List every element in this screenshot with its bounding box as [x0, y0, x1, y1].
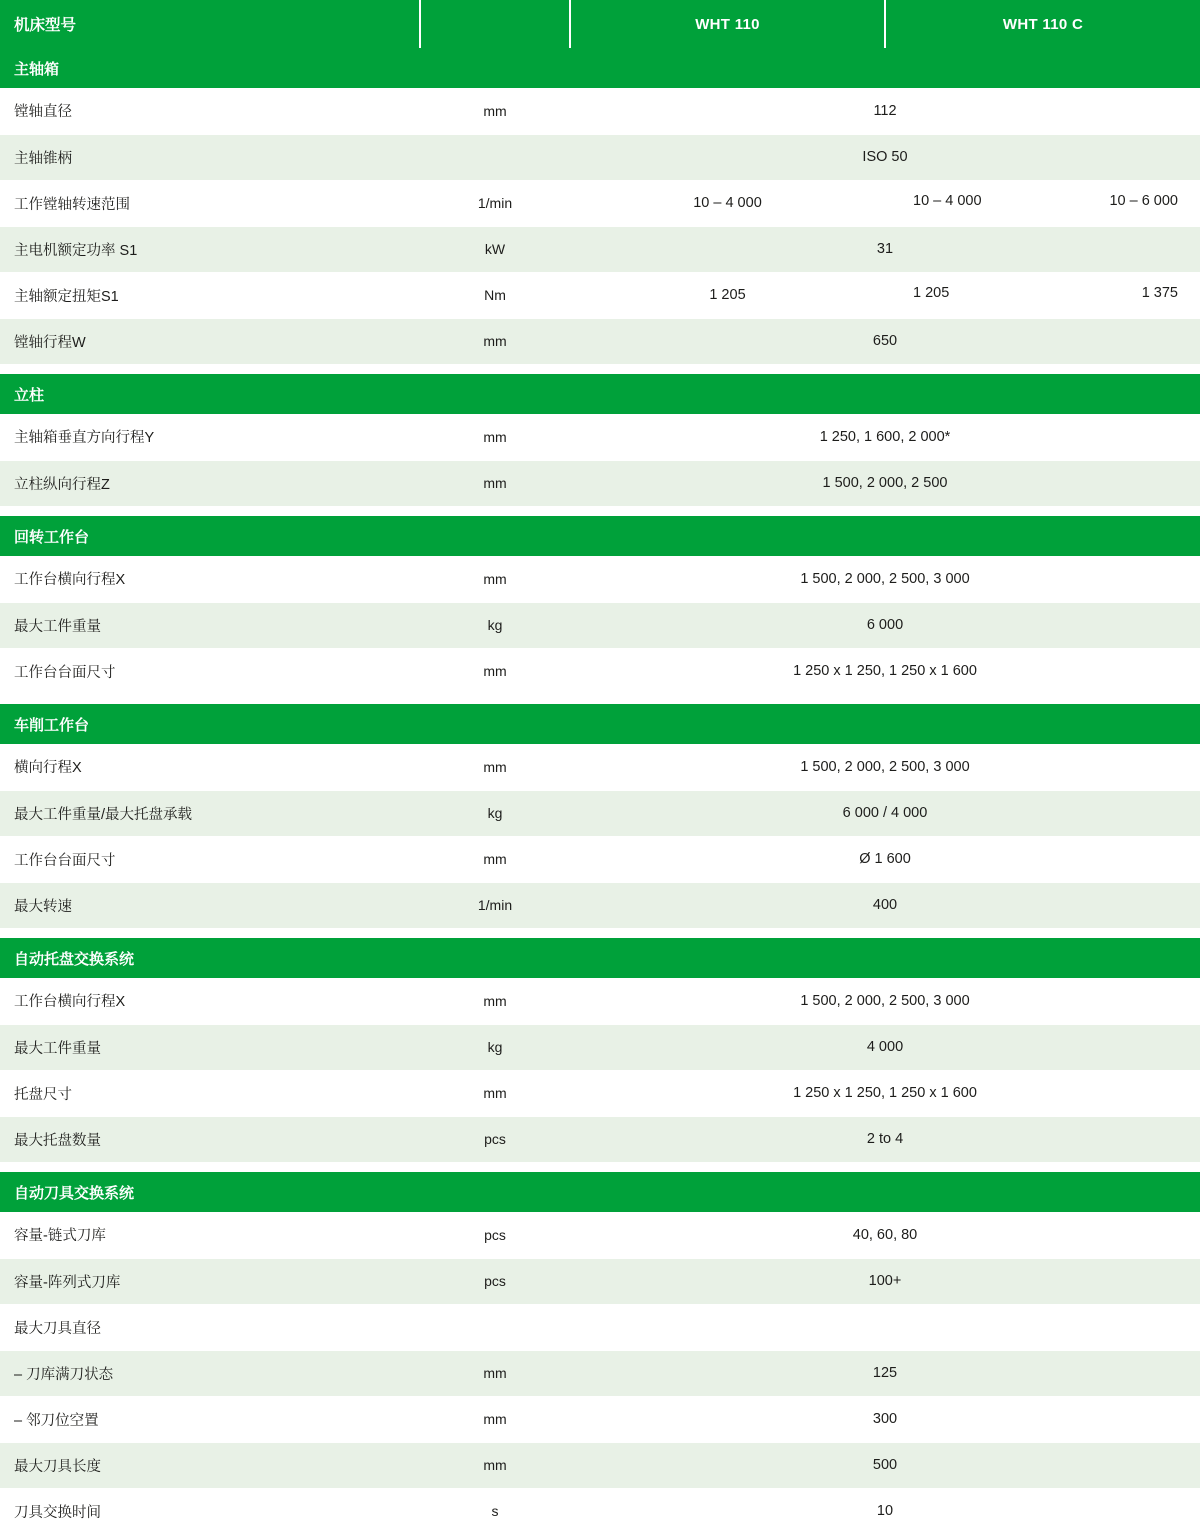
- table-row: [0, 1070, 1200, 1116]
- row-label: 立柱纵向行程Z: [0, 460, 420, 506]
- row-label: 容量-链式刀库: [0, 1212, 420, 1258]
- row-value-merged: 1 500, 2 000, 2 500, 3 000: [570, 556, 1200, 602]
- row-label: 工作台横向行程X: [0, 978, 420, 1024]
- row-value-model-2: [885, 272, 1200, 318]
- header-model-2: WHT 110 C: [885, 0, 1200, 48]
- row-value-merged: 1 250, 1 600, 2 000*: [570, 414, 1200, 460]
- row-unit: kg: [420, 602, 570, 648]
- table-row: [0, 180, 1200, 226]
- row-value-merged: 1 500, 2 000, 2 500, 3 000: [570, 744, 1200, 790]
- header-model-1: WHT 110: [570, 0, 885, 48]
- section-header-row: [0, 1172, 1200, 1212]
- row-label: 最大工件重量: [0, 1024, 420, 1070]
- row-unit: [420, 134, 570, 180]
- row-label: 容量-阵列式刀库: [0, 1258, 420, 1304]
- row-unit: mm: [420, 460, 570, 506]
- section-spacer: [0, 506, 1200, 516]
- row-unit: mm: [420, 648, 570, 694]
- row-label: 最大工件重量: [0, 602, 420, 648]
- row-unit: pcs: [420, 1258, 570, 1304]
- header-label-cell: 机床型号: [0, 0, 420, 48]
- table-row: [0, 272, 1200, 318]
- table-row: [0, 1396, 1200, 1442]
- row-label: 工作台横向行程X: [0, 556, 420, 602]
- row-value-merged: 4 000: [570, 1024, 1200, 1070]
- table-row: [0, 744, 1200, 790]
- table-row: [0, 1116, 1200, 1162]
- table-row: [0, 836, 1200, 882]
- row-label: 主电机额定功率 S1: [0, 226, 420, 272]
- row-label: – 刀库满刀状态: [0, 1350, 420, 1396]
- section-title: 主轴箱: [0, 48, 1200, 88]
- table-row: [0, 88, 1200, 134]
- row-unit: mm: [420, 1396, 570, 1442]
- table-row: [0, 648, 1200, 694]
- row-label: 最大工件重量/最大托盘承载: [0, 790, 420, 836]
- section-title: 立柱: [0, 374, 1200, 414]
- section-header-row: [0, 938, 1200, 978]
- row-label: 主轴额定扭矩S1: [0, 272, 420, 318]
- row-label: 镗轴直径: [0, 88, 420, 134]
- row-value-model-1: 1 205: [570, 272, 885, 318]
- row-value-merged: 300: [570, 1396, 1200, 1442]
- spacer-cell: [0, 694, 1200, 704]
- row-unit: kW: [420, 226, 570, 272]
- table-row: [0, 1024, 1200, 1070]
- row-label: 最大刀具直径: [0, 1304, 420, 1350]
- row-value-model-2b: 1 375: [1141, 285, 1178, 301]
- table-row: [0, 602, 1200, 648]
- table-row: [0, 414, 1200, 460]
- row-unit: kg: [420, 790, 570, 836]
- row-value-merged: 125: [570, 1350, 1200, 1396]
- section-spacer: [0, 694, 1200, 704]
- table-row: [0, 790, 1200, 836]
- table-row: [0, 556, 1200, 602]
- row-unit: s: [420, 1488, 570, 1534]
- row-value-merged: [570, 1304, 1200, 1350]
- row-unit: mm: [420, 744, 570, 790]
- section-header-row: [0, 516, 1200, 556]
- row-unit: kg: [420, 1024, 570, 1070]
- table-row: [0, 226, 1200, 272]
- row-value-merged: 100+: [570, 1258, 1200, 1304]
- row-unit: mm: [420, 1442, 570, 1488]
- row-unit: pcs: [420, 1116, 570, 1162]
- table-row: [0, 1258, 1200, 1304]
- section-header-row: [0, 704, 1200, 744]
- row-label: 主轴箱垂直方向行程Y: [0, 414, 420, 460]
- spacer-cell: [0, 928, 1200, 938]
- row-label: 工作台台面尺寸: [0, 648, 420, 694]
- section-title: 车削工作台: [0, 704, 1200, 744]
- row-label: 横向行程X: [0, 744, 420, 790]
- row-label: 主轴锥柄: [0, 134, 420, 180]
- row-label: 刀具交换时间: [0, 1488, 420, 1534]
- row-unit: mm: [420, 414, 570, 460]
- row-value-merged: Ø 1 600: [570, 836, 1200, 882]
- table-header-row: [0, 0, 1200, 48]
- row-unit: mm: [420, 1350, 570, 1396]
- table-row: [0, 1488, 1200, 1534]
- section-spacer: [0, 1162, 1200, 1172]
- table-row: [0, 318, 1200, 364]
- table-row: [0, 1212, 1200, 1258]
- row-unit: pcs: [420, 1212, 570, 1258]
- spacer-cell: [0, 506, 1200, 516]
- section-title: 回转工作台: [0, 516, 1200, 556]
- header-unit-cell: [420, 0, 570, 48]
- section-header-row: [0, 48, 1200, 88]
- section-spacer: [0, 364, 1200, 374]
- row-unit: mm: [420, 88, 570, 134]
- row-unit: mm: [420, 318, 570, 364]
- row-value-merged: ISO 50: [570, 134, 1200, 180]
- row-label: 最大刀具长度: [0, 1442, 420, 1488]
- row-label: 镗轴行程W: [0, 318, 420, 364]
- row-unit: mm: [420, 1070, 570, 1116]
- spacer-cell: [0, 1162, 1200, 1172]
- row-value-merged: 2 to 4: [570, 1116, 1200, 1162]
- row-label: 工作台台面尺寸: [0, 836, 420, 882]
- spacer-cell: [0, 364, 1200, 374]
- section-title: 自动托盘交换系统: [0, 938, 1200, 978]
- row-value-model-2: [885, 180, 1200, 226]
- row-value-merged: 112: [570, 88, 1200, 134]
- table-row: [0, 882, 1200, 928]
- row-unit: mm: [420, 836, 570, 882]
- row-value-merged: 500: [570, 1442, 1200, 1488]
- row-value-model-2a: 1 205: [913, 285, 950, 301]
- table-row: [0, 134, 1200, 180]
- row-label: 托盘尺寸: [0, 1070, 420, 1116]
- row-label: 工作镗轴转速范围: [0, 180, 420, 226]
- row-value-model-1: 10 – 4 000: [570, 180, 885, 226]
- row-value-model-2b: 10 – 6 000: [1109, 193, 1178, 209]
- row-unit: [420, 1304, 570, 1350]
- row-value-merged: 1 500, 2 000, 2 500, 3 000: [570, 978, 1200, 1024]
- row-unit: mm: [420, 556, 570, 602]
- row-unit: Nm: [420, 272, 570, 318]
- table-row: [0, 978, 1200, 1024]
- row-unit: mm: [420, 978, 570, 1024]
- section-spacer: [0, 928, 1200, 938]
- row-value-merged: 400: [570, 882, 1200, 928]
- row-value-merged: 6 000: [570, 602, 1200, 648]
- row-unit: 1/min: [420, 180, 570, 226]
- row-label: – 邻刀位空置: [0, 1396, 420, 1442]
- table-row: [0, 1304, 1200, 1350]
- section-header-row: [0, 374, 1200, 414]
- row-label: 最大托盘数量: [0, 1116, 420, 1162]
- table-row: [0, 1442, 1200, 1488]
- table-row: [0, 1350, 1200, 1396]
- table-row: [0, 460, 1200, 506]
- row-value-model-2a: 10 – 4 000: [913, 193, 982, 209]
- row-label: 最大转速: [0, 882, 420, 928]
- row-value-merged: 1 250 x 1 250, 1 250 x 1 600: [570, 648, 1200, 694]
- row-value-merged: 10: [570, 1488, 1200, 1534]
- row-value-merged: 31: [570, 226, 1200, 272]
- row-unit: 1/min: [420, 882, 570, 928]
- section-title: 自动刀具交换系统: [0, 1172, 1200, 1212]
- row-value-merged: 1 500, 2 000, 2 500: [570, 460, 1200, 506]
- row-value-merged: 650: [570, 318, 1200, 364]
- row-value-merged: 40, 60, 80: [570, 1212, 1200, 1258]
- row-value-merged: 1 250 x 1 250, 1 250 x 1 600: [570, 1070, 1200, 1116]
- row-value-merged: 6 000 / 4 000: [570, 790, 1200, 836]
